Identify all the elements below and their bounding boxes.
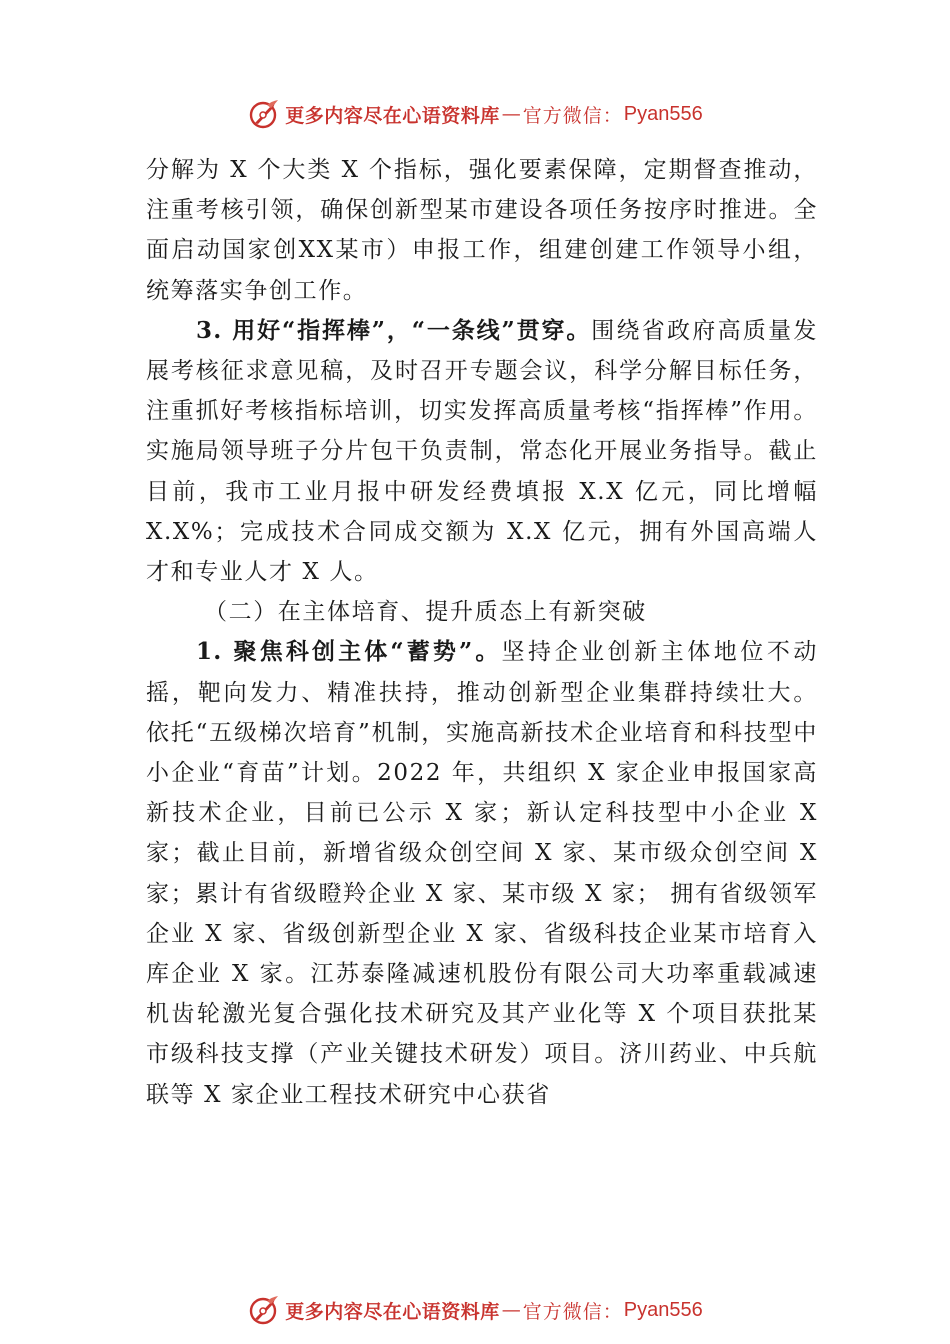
banner-separator: —: [501, 103, 521, 125]
paragraph-commander-baton: [146, 311, 818, 592]
header-banner: [0, 94, 950, 134]
paragraph-lead-heading: 1. 聚焦科创主体“蓄势”。: [196, 638, 502, 666]
paragraph-text: 围绕省政府高质量发展考核征求意见稿，及时召开专题会议，科学分解目标任务，注重抓好考核指标培训，切实发挥高质量考核“指挥棒”作用。实施局领导班子分片包干负责制，常态化开展业务指导。截止目前，我市工业月报中研发经费填报 X.X 亿元，同比增幅 X.X%；完成技术合同成交额为 X.X 亿元，拥有外国高端人才和专业人才 X 人。: [146, 317, 818, 586]
banner-wechat-label: 官方微信: [522, 104, 603, 127]
quill-pen-logo-icon: [247, 1293, 281, 1327]
document-body: [146, 150, 818, 1115]
banner-account: Pyan556: [623, 1298, 703, 1321]
quill-pen-logo-icon: [247, 97, 281, 131]
banner-brand-text: 更多内容尽在心语资料库: [285, 1300, 500, 1323]
banner-separator: —: [501, 1299, 521, 1321]
footer-banner: [0, 1290, 950, 1330]
paragraph-continued: 分解为 X 个大类 X 个指标，强化要素保障，定期督查推动，注重考核引领，确保创新型某市建设各项任务按序时推进。全面启动国家创XX某市）申报工作，组建创建工作领导小组，统筹落实争创工作。: [146, 157, 818, 304]
banner-colon: ：: [602, 1300, 622, 1323]
banner-colon: ：: [602, 104, 622, 127]
banner-brand-text: 更多内容尽在心语资料库: [285, 104, 500, 127]
paragraph-lead-heading: 3. 用好“指挥棒”，“一条线”贯穿。: [196, 316, 592, 344]
banner-account: Pyan556: [623, 102, 703, 125]
section-heading: （二）在主体培育、提升质态上有新突破: [204, 599, 647, 626]
paragraph-text: 坚持企业创新主体地位不动摇，靶向发力、精准扶持，推动创新型企业集群持续壮大。 依托“五级梯次培育”机制，实施高新技术企业培育和科技型中小企业“育苗”计划。2022 年，共组织 X 家企业申报国家高新技术企业，目前已公示 X 家；新认定科技型中小企业 X 家；截止目前，新增省级众创空间 X 家、某市级众创空间 X 家；累计有省级瞪羚企业 X 家、某市级 X 家； 拥有省级领军企业 X 家、省级创新型企业 X 家、省级科技企业某市培育入库企业 X 家。江苏泰隆减速机股份有限公司大功率重载减速机齿轮激光复合强化技术研究及其产业化等 X 个项目获批某市级科技支撑（产业关键技术研发）项目。济川药业、中兵航联等 X 家企业工程技术研究中心获省: [146, 639, 819, 1108]
paragraph-innovation-entities: [146, 632, 818, 1114]
banner-wechat-label: 官方微信: [522, 1300, 603, 1323]
